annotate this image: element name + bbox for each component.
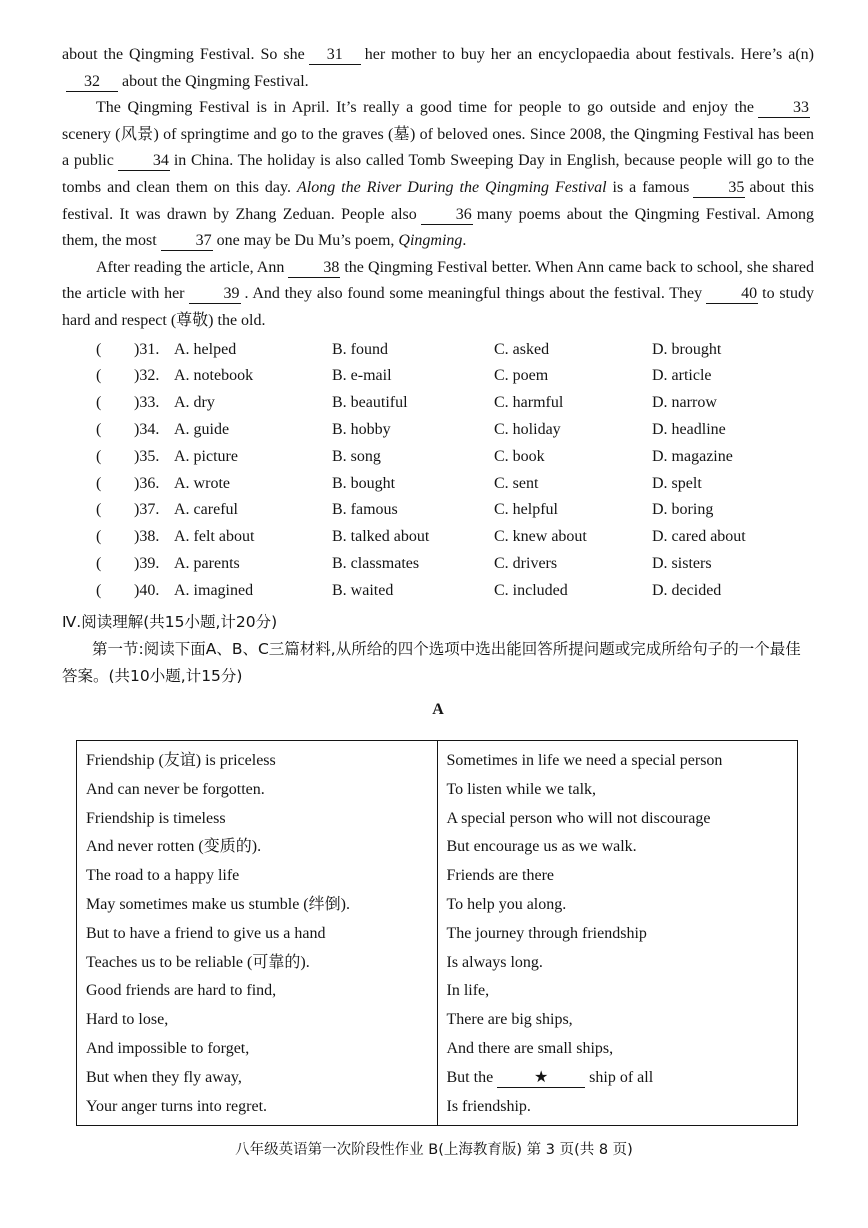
poem-line: Sometimes in life we need a special person	[446, 752, 723, 769]
poem-line: Hard to lose,	[86, 1011, 169, 1029]
cloze-options	[62, 337, 814, 605]
option-d: D. article	[652, 367, 712, 385]
option-row	[62, 497, 814, 524]
friendship-poem-table	[76, 740, 798, 1126]
poem-line: A special person who will not discourage	[446, 809, 711, 827]
passage-label: A	[432, 700, 444, 718]
poem-line: And can never be forgotten.	[86, 780, 265, 798]
option-b: B. hobby	[332, 420, 391, 438]
answer-paren: (	[96, 447, 102, 465]
option-a: A. picture	[174, 447, 238, 465]
option-b: B. classmates	[332, 554, 420, 572]
poem-line: Friendship (友谊) is priceless	[86, 752, 276, 769]
option-b: B. waited	[332, 581, 394, 599]
option-b: B. talked about	[332, 528, 430, 546]
poem-line: But encourage us as we walk.	[446, 838, 637, 856]
option-row	[62, 578, 814, 605]
passage-text: many poems about the Qingming Festival. Among them, the most	[62, 205, 814, 250]
cloze-passage	[62, 42, 814, 335]
poem-line: To help you along.	[446, 895, 567, 913]
option-d: D. decided	[652, 581, 722, 599]
option-c: C. book	[494, 447, 545, 465]
poem-line: In life,	[446, 982, 490, 1000]
option-b: B. famous	[332, 501, 398, 519]
poem-text: ship of all	[589, 1068, 654, 1086]
option-a: A. parents	[174, 554, 240, 572]
poem-line: To listen while we talk,	[446, 780, 597, 798]
option-row	[62, 444, 814, 471]
question-number: )31.	[134, 340, 160, 358]
passage-text: is a famous	[606, 178, 690, 196]
cloze-blank-31: 31	[309, 46, 361, 65]
passage-text: her mother to buy her an encyclopaedia about festivals. Here’s a(n)	[364, 46, 815, 63]
poem-line: Friends are there	[446, 867, 555, 885]
option-a: A. notebook	[174, 367, 254, 385]
question-number: )40.	[134, 581, 160, 599]
cloze-blank-37: 37	[161, 232, 213, 251]
poem-line-with-blank	[447, 1064, 789, 1093]
answer-paren: (	[96, 420, 102, 438]
option-c: C. drivers	[494, 554, 558, 572]
option-c: C. asked	[494, 340, 550, 358]
option-row	[62, 524, 814, 551]
option-c: C. harmful	[494, 394, 564, 412]
page-footer: 八年级英语第一次阶段性作业 B(上海教育版) 第 3 页(共 8 页)	[235, 1142, 633, 1158]
option-d: D. boring	[652, 501, 714, 519]
option-d: D. cared about	[652, 528, 746, 546]
cloze-blank-33: 33	[758, 99, 810, 118]
poem-line: Friendship is timeless	[86, 809, 226, 827]
answer-paren: (	[96, 554, 102, 572]
question-number: )33.	[134, 394, 160, 412]
option-b: B. song	[332, 447, 381, 465]
question-number: )34.	[134, 420, 160, 438]
poem-line: The journey through friendship	[446, 924, 647, 942]
option-c: C. poem	[494, 367, 549, 385]
cloze-blank-36: 36	[421, 206, 473, 225]
poem-text: But the	[446, 1068, 494, 1086]
passage-text: to study hard and respect (尊敬) the old.	[62, 285, 814, 329]
cloze-blank-40: 40	[706, 285, 758, 304]
passage-text: .	[462, 232, 467, 250]
option-row	[62, 363, 814, 390]
passage-text: the Qingming Festival better. When Ann came back to school, she shared the article with her	[62, 258, 815, 303]
answer-paren: (	[96, 394, 102, 412]
option-c: C. knew about	[494, 528, 587, 546]
passage-text: . And they also found some meaningful things about the festival. They	[244, 285, 703, 303]
option-c: C. holiday	[494, 420, 561, 438]
option-c: C. included	[494, 581, 568, 599]
option-a: A. guide	[174, 420, 230, 438]
poem-line: But to have a friend to give us a hand	[86, 924, 326, 942]
option-b: B. beautiful	[332, 394, 408, 412]
option-b: B. bought	[332, 474, 396, 492]
question-number: )32.	[134, 367, 160, 385]
option-row	[62, 390, 814, 417]
poem-line: There are big ships,	[446, 1011, 573, 1029]
answer-paren: (	[96, 501, 102, 519]
poem-line: And impossible to forget,	[86, 1039, 250, 1057]
poem-line: The road to a happy life	[86, 867, 240, 885]
option-a: A. felt about	[174, 528, 255, 546]
option-row	[62, 337, 814, 364]
paragraph	[62, 95, 814, 255]
answer-paren: (	[96, 581, 102, 599]
option-b: B. found	[332, 340, 388, 358]
option-a: A. dry	[174, 394, 215, 412]
option-row	[62, 551, 814, 578]
option-a: A. careful	[174, 501, 238, 519]
passage-text: scenery (风景) of springtime and go to the graves (墓) of beloved ones. Since 2008, the Qingming Festival has been a public	[62, 125, 814, 170]
answer-paren: (	[96, 367, 102, 385]
cloze-blank-35: 35	[693, 179, 745, 198]
option-a: A. imagined	[174, 581, 254, 599]
question-number: )37.	[134, 501, 160, 519]
poem-right-column	[437, 741, 798, 1126]
passage-text: in China. The holiday is also called Tomb Sweeping Day in English, because people will go to the tombs and clean them on this day.	[62, 152, 815, 196]
poem-line: And there are small ships,	[446, 1039, 614, 1057]
passage-text: about the Qingming Festival. So she	[62, 46, 305, 63]
poem-line: But when they fly away,	[86, 1068, 242, 1086]
poem-line: Teaches us to be reliable (可靠的).	[86, 953, 310, 971]
option-b: B. e-mail	[332, 367, 392, 385]
option-d: D. brought	[652, 340, 722, 358]
section-title: Ⅳ.阅读理解(共15小题,计20分)	[62, 612, 278, 631]
question-number: )38.	[134, 528, 160, 546]
star-blank: ★	[497, 1069, 585, 1088]
section-instructions: 第一节:阅读下面A、B、C三篇材料,从所给的四个选项中选出能回答所提问题或完成所给句子的一个最佳答案。(共10小题,计15分)	[62, 639, 801, 685]
passage-text: about this festival. It was drawn by Zhang Zeduan. People also	[62, 178, 814, 223]
poem-line: May sometimes make us stumble (绊倒).	[86, 895, 350, 913]
question-number: )36.	[134, 474, 160, 492]
option-d: D. magazine	[652, 447, 733, 465]
poem-line: Your anger turns into regret.	[86, 1097, 268, 1115]
option-d: D. headline	[652, 420, 726, 438]
option-d: D. spelt	[652, 474, 702, 492]
option-row	[62, 417, 814, 444]
poem-line: Good friends are hard to find,	[86, 982, 277, 1000]
cloze-blank-38: 38	[288, 259, 340, 278]
passage-text: The Qingming Festival is in April. It’s really a good time for people to go outside and enjoy the	[96, 99, 754, 117]
option-c: C. helpful	[494, 501, 558, 519]
italic-title: Along the River During the Qingming Festival	[296, 178, 607, 196]
option-row	[62, 471, 814, 498]
option-c: C. sent	[494, 474, 539, 492]
question-number: )35.	[134, 447, 160, 465]
poem-line: Is friendship.	[446, 1097, 531, 1115]
option-d: D. sisters	[652, 554, 712, 572]
paragraph	[62, 255, 814, 335]
poem-left-column	[77, 741, 438, 1126]
cloze-blank-39: 39	[189, 285, 241, 304]
cloze-blank-34: 34	[118, 152, 170, 171]
cloze-blank-32: 32	[66, 73, 118, 92]
poem-line: And never rotten (变质的).	[86, 838, 262, 856]
option-a: A. helped	[174, 340, 237, 358]
option-a: A. wrote	[174, 474, 230, 492]
poem-line: Is always long.	[446, 953, 543, 971]
answer-paren: (	[96, 474, 102, 492]
option-d: D. narrow	[652, 394, 717, 412]
answer-paren: (	[96, 528, 102, 546]
paragraph	[62, 42, 814, 95]
italic-title: Qingming	[398, 232, 463, 250]
passage-text: After reading the article, Ann	[96, 258, 285, 276]
passage-text: about the Qingming Festival.	[122, 72, 309, 90]
answer-paren: (	[96, 340, 102, 358]
question-number: )39.	[134, 554, 160, 572]
passage-text: one may be Du Mu’s poem,	[216, 232, 399, 250]
worksheet-page	[62, 42, 814, 722]
